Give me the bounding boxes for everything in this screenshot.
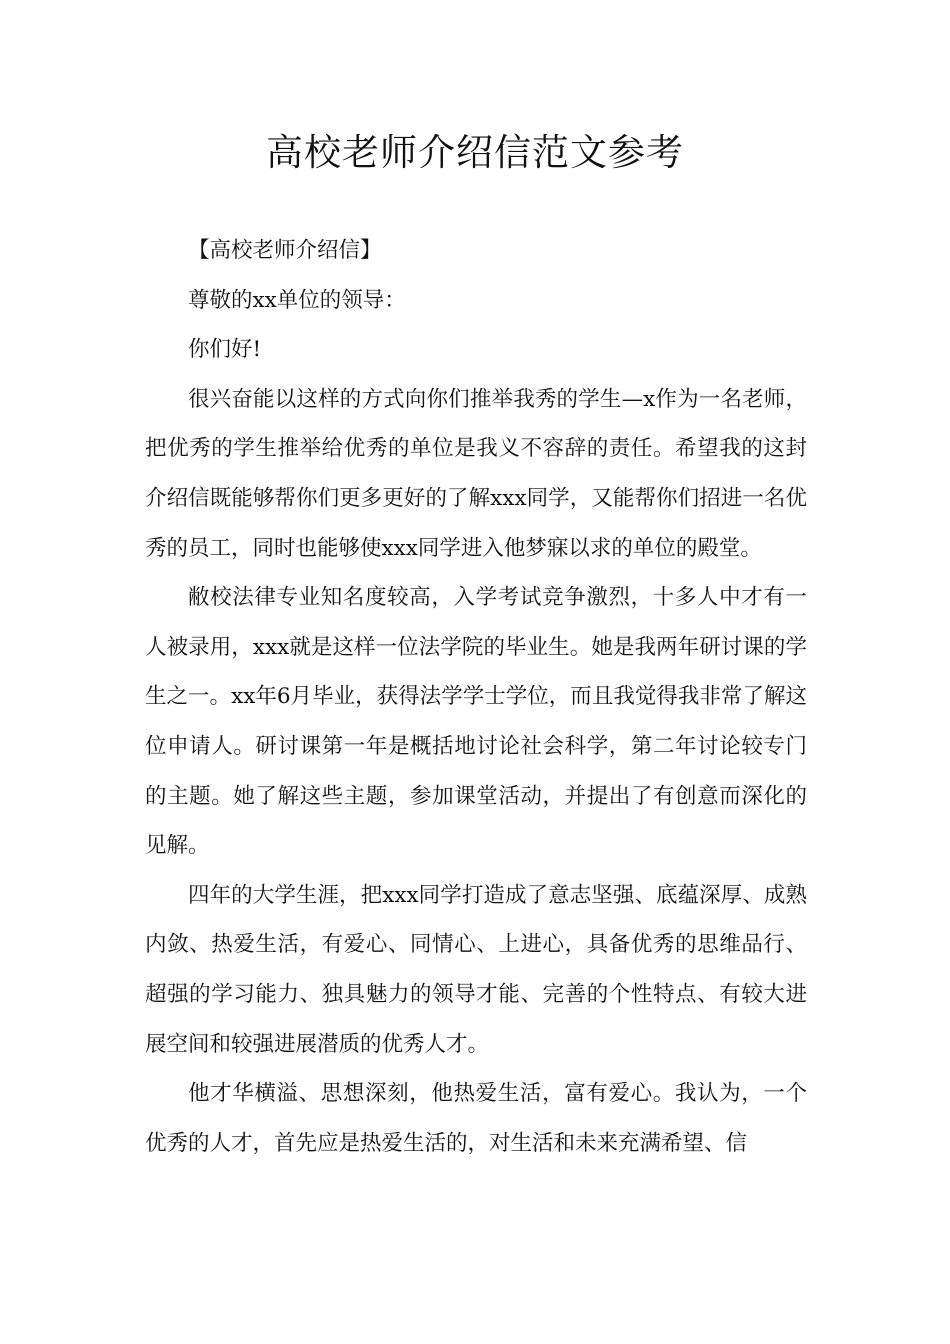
body-paragraph: 四年的大学生涯，把xxx同学打造成了意志坚强、底蕴深厚、成熟内敛、热爱生活，有爱心、同情心、上进心，具备优秀的思维品行、超强的学习能力、独具魅力的领导才能、完善的个性特点、有较大进展空间和较强进展潜质的优秀人才。 [145, 882, 807, 1057]
salutation: 尊敬的xx单位的领导： [188, 287, 406, 313]
body-paragraph: 很兴奋能以这样的方式向你们推举我秀的学生—x作为一名老师，把优秀的学生推举给优秀的单位是我义不容辞的责任。希望我的这封介绍信既能够帮你们更多更好的了解xxx同学，又能帮你们招进一名优秀的员工，同时也能够使xxx同学进入他梦寐以求的单位的殿堂。 [145, 386, 807, 561]
greeting: 你们好! [188, 337, 262, 363]
letter-heading: 【高校老师介绍信】 [188, 238, 382, 263]
document-title: 高校老师介绍信范文参考 [266, 131, 684, 174]
body-paragraph: 敝校法律专业知名度较高，入学考试竞争激烈，十多人中才有一人被录用，xxx就是这样一位法学院的毕业生。她是我两年研讨课的学生之一。xx年6月毕业，获得法学学士学位，而且我觉得我非常了解这位申请人。研讨课第一年是概括地讨论社会科学，第二年讨论较专门的主题。她了解这些主题，参加课堂活动，并提出了有创意而深化的见解。 [145, 585, 807, 859]
body-paragraph: 他才华横溢、思想深刻，他热爱生活，富有爱心。我认为，一个优秀的人才，首先应是热爱生活的，对生活和未来充满希望、信 [145, 1081, 807, 1156]
document-body [145, 226, 807, 1168]
